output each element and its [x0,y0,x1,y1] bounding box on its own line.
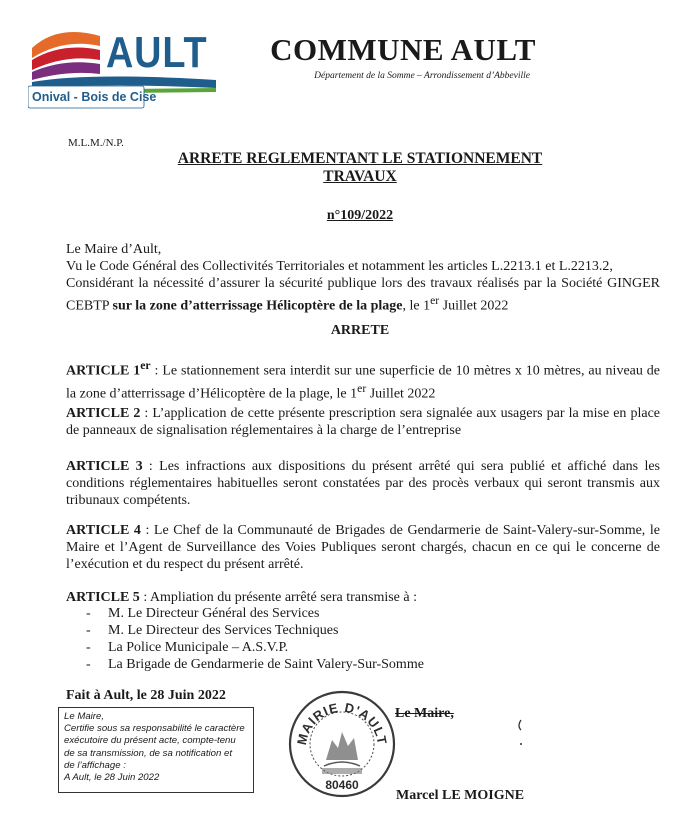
signature-mark-icon [515,718,527,758]
logo-wordmark: AULT [106,28,208,77]
preamble-line3-start: Considérant la nécessité d’assurer la sécurité publique lors des travaux réalisés par la Société GINGER CEBTP [66,276,660,314]
article-5 [66,589,660,606]
official-seal [286,688,398,800]
article-3-text: : Les infractions aux dispositions du présent arrêté qui sera publié et affiché dans les conditions réglementaires habituelles seront constatées par des procès verbaux qui seront transmis aux tribunaux compétents. [66,459,660,508]
logo-tagline: Onival - Bois de Cise [32,90,157,104]
certification-box [58,707,254,793]
preamble-line3-end: , le 1 [402,298,431,314]
mayor-label: Le Maire, [395,706,454,721]
arrete-heading: ARRETE [330,323,390,338]
article-1-text: Le stationnement sera interdit sur une superficie de 10 mètres x 10 mètres, au niveau de la zone d’atterrissage d’Hélicoptère de la plage, le 1 [66,363,661,402]
article-1-label: ARTICLE 1 [66,363,141,379]
preamble-line2: Vu le Code Général des Collectivités Territoriales et notamment les articles L.2213.1 et L.2213.2, [66,259,613,274]
document-title [60,150,660,186]
preamble-line1: Le Maire d’Ault, [66,242,162,257]
article-4 [66,522,660,573]
certification-line: Certifie sous sa responsabilité le caractère [64,723,245,735]
article-2 [66,405,660,439]
recipient-item: - M. Le Directeur Général des Services [86,605,424,622]
article-2-text: : L’application de cette présente prescription sera signalée aux usagers par la mise en place de panneaux de signalisation réglementaires à la charge de l’entreprise [66,406,660,438]
recipient-item: - M. Le Directeur des Services Techniques [86,622,424,639]
article-5-label: ARTICLE 5 [66,590,140,605]
commune-subtitle: Département de la Somme – Arrondissement d’Abbeville [314,71,530,81]
article-3 [66,458,660,509]
certification-line: exécutoire du présent acte, compte-tenu [64,735,236,747]
certification-line: A Ault, le 28 Juin 2022 [64,772,160,784]
seal-graphic [286,688,398,800]
article-3-label: ARTICLE 3 [66,459,143,474]
seal-postcode: 80460 [325,778,359,792]
article-1 [66,357,660,402]
signed-at-date: Fait à Ault, le 28 Juin 2022 [66,688,226,703]
article-5-text: : Ampliation du présente arrêté sera transmise à : [139,590,417,605]
preamble-line3-bold: sur la zone d’atterrissage Hélicoptère de la plage [112,298,403,314]
document-reference: M.L.M./N.P. [68,137,124,149]
preamble-line3 [66,275,660,315]
article-1-colon: : [150,363,159,379]
article-1-date: Juillet 2022 [366,386,436,402]
certification-line: de l’affichage : [64,759,126,771]
certification-line: de sa transmission, de sa notification et [64,747,232,759]
article-2-label: ARTICLE 2 [66,406,141,421]
recipient-item: - La Brigade de Gendarmerie de Saint Valery-Sur-Somme [86,656,424,673]
commune-title: COMMUNE AULT [270,32,536,67]
preamble [66,241,660,315]
commune-logo [28,18,218,110]
mayor-name: Marcel LE MOIGNE [396,788,525,803]
certification-line: Le Maire, [64,711,104,722]
preamble-line3-sup: er [430,294,440,307]
document-title-line2: TRAVAUX [323,168,397,185]
preamble-line3-date: Juillet 2022 [439,298,509,314]
document-title-line1: ARRETE REGLEMENTANT LE STATIONNEMENT [177,150,543,167]
arrete-number: n°109/2022 [326,208,394,223]
seal-ring-text: MAIRIE D'AULT [293,699,390,747]
article-1-label-sup: er [140,359,151,372]
recipient-list [86,605,424,673]
article-4-label: ARTICLE 4 [66,523,141,538]
article-4-text: : Le Chef de la Communauté de Brigades de Gendarmerie de Saint-Valery-sur-Somme, le Maire et l’Agent de Surveillance des Voies Publiques seront chargés, chacun en ce qui le concerne de l’exécution et du respect du présent arrêté. [66,523,660,572]
article-1-text-sup: er [357,381,367,395]
recipient-item: - La Police Municipale – A.S.V.P. [86,639,424,656]
